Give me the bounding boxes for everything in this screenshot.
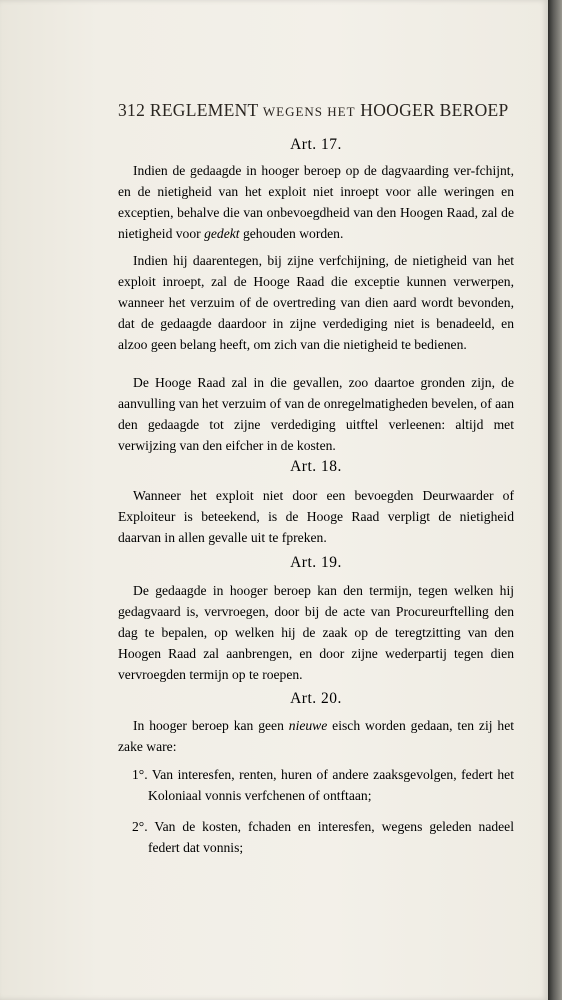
article-17-heading: Art. 17. [290, 136, 342, 153]
article-18-heading: Art. 18. [290, 458, 342, 475]
article-17-paragraph-1 [118, 160, 514, 244]
header-title-small: WEGENS HET [262, 104, 356, 119]
article-17-paragraph-3: De Hooge Raad zal in die gevallen, zoo daartoe gronden zijn, de aanvulling van het verzuim of van de onregelmatigheden bevelen, of aan den gedaagde tot zijne verdediging uitftel verleenen: altijd met verwijzing van den eifcher in de kosten. [118, 375, 514, 453]
article-19-heading: Art. 19. [290, 554, 342, 571]
header-title-1: REGLEMENT [149, 100, 259, 120]
scan-edge-shadow [548, 0, 562, 1000]
article-17-paragraph-2: Indien hij daarentegen, bij zijne verfchijning, de nietigheid van het exploit inroept, zal de Hooge Raad die exceptie kunnen verwerpen, wanneer het verzuim of de overtreding van dien aard wordt bevonden, dat de gedaagde daardoor in zijne verdediging niet is benadeeld, en alzoo geen belang heeft, om zich van die nietigheid te bedienen. [118, 253, 514, 352]
running-header [118, 100, 514, 121]
article-19-paragraph-1: De gedaagde in hooger beroep kan den termijn, tegen welken hij gedagvaard is, vervroegen, door bij de acte van Procureurftelling den dag te bepalen, op welken hij de zaak op de teregtzitting van den Hoogen Raad zal aanbrengen, en door zijne wederpartij tegen dien vervroegden termijn op te roepen. [118, 583, 514, 682]
article-20-p1-text-b: eisch worden gedaan, ten zij het zake ware: [118, 718, 515, 754]
page-number: 312 [118, 100, 146, 120]
article-20-heading: Art. 20. [290, 690, 342, 707]
article-17-p1-text-b: gehouden worden. [239, 226, 344, 241]
article-17-p1-italic: gedekt [204, 226, 240, 241]
article-20-item-2: 2°. Van de kosten, fchaden en interesfen, wegens geleden nadeel federt dat vonnis; [132, 819, 514, 855]
article-17-p1-text-a: Indien de gedaagde in hooger beroep op de dagvaarding ver-fchijnt, en de nietigheid van het exploit niet inroept voor alle weringen en exceptien, behalve die van onbevoegdheid van den Hoogen Raad, zal de nietigheid voor [118, 163, 514, 241]
article-20-paragraph-1 [118, 715, 514, 757]
article-20-p1-text-a: In hooger beroep kan geen [133, 718, 289, 733]
article-18-paragraph-1: Wanneer het exploit niet door een bevoegden Deurwaarder of Exploiteur is beteekend, is de Hooge Raad verpligt de nietigheid daarvan in allen gevalle uit te fpreken. [118, 488, 514, 545]
header-title-2: HOOGER BEROEP [360, 100, 509, 120]
article-20-p1-italic: nieuwe [288, 718, 328, 733]
article-20-item-1: 1°. Van interesfen, renten, huren of andere zaaksgevolgen, federt het Koloniaal vonnis verfchenen of ontftaan; [132, 767, 514, 803]
